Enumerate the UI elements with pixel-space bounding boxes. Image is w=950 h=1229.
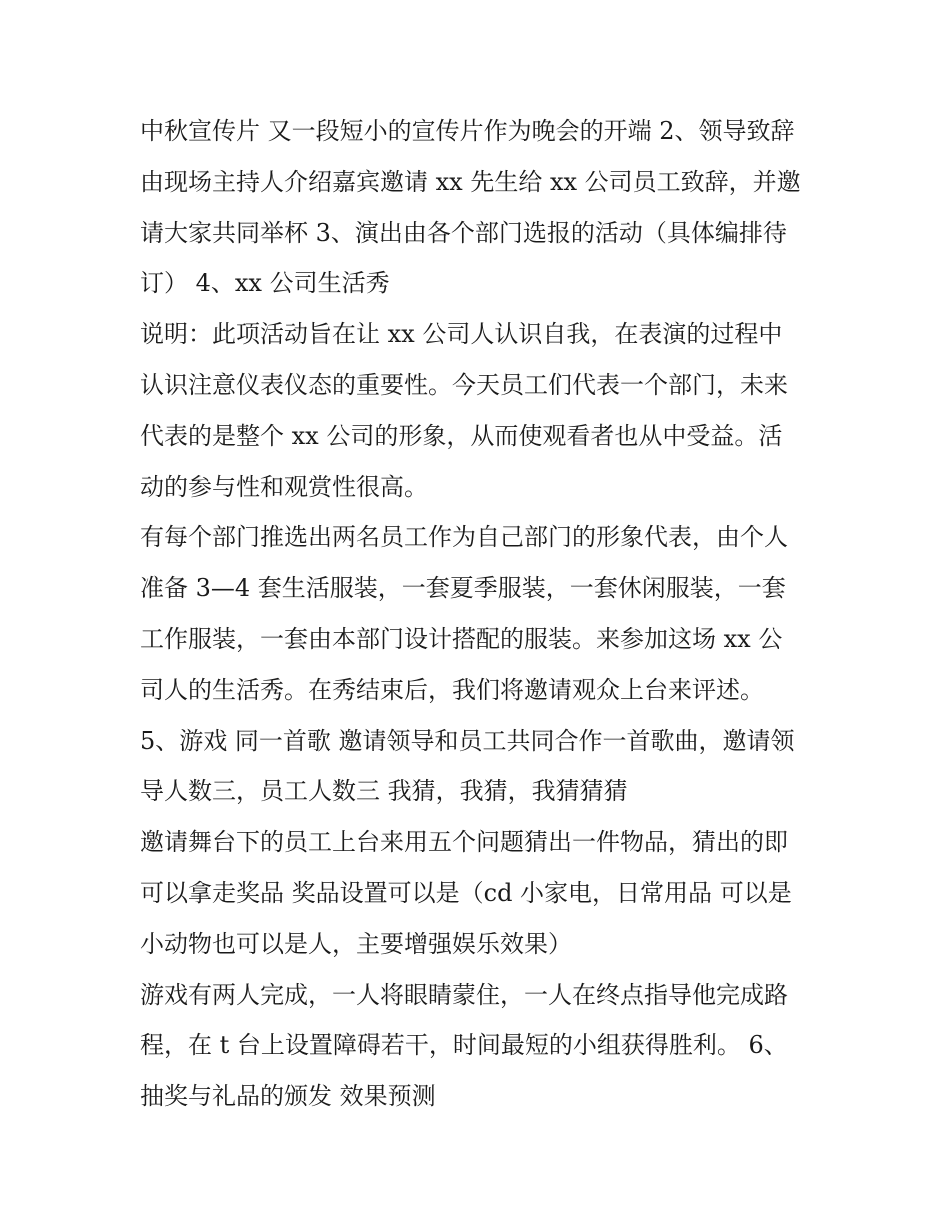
text-line: 小动物也可以是人，主要增强娱乐效果） [140,929,572,958]
text-line: 代表的是整个 xx 公司的形象，从而使观看者也从中受益。活 [140,421,783,450]
text-line: 动的参与性和观赏性很高。 [140,472,428,501]
text-line: 可以拿走奖品 奖品设置可以是（cd 小家电，日常用品 可以是 [140,878,792,907]
text-line: 有每个部门推选出两名员工作为自己部门的形象代表，由个人 [140,523,788,552]
text-line: 工作服装，一套由本部门设计搭配的服装。来参加这场 xx 公 [140,624,783,653]
text-line: 由现场主持人介绍嘉宾邀请 xx 先生给 xx 公司员工致辞，并邀 [140,167,801,196]
text-line: 中秋宣传片 又一段短小的宣传片作为晚会的开端 2、领导致辞 [140,117,795,145]
text-line: 导人数三，员工人数三 我猜，我猜，我猜猜猜 [140,777,628,806]
document-body [140,106,830,1122]
paragraph-obstacle-game [140,970,830,1122]
text-line: 5、游戏 同一首歌 邀请领导和员工共同合作一首歌曲，邀请领 [140,726,795,755]
text-line: 程，在 t 台上设置障碍若干，时间最短的小组获得胜利。 6、 [140,1031,788,1060]
text-line: 订） 4、xx 公司生活秀 [140,269,390,298]
text-line: 游戏有两人完成，一人将眼睛蒙住，一人在终点指导他完成路 [140,980,788,1009]
text-line: 准备 3—4 套生活服装，一套夏季服装，一套休闲服装，一套 [140,574,786,603]
text-line: 请大家共同举杯 3、演出由各个部门选报的活动（具体编排待 [140,218,787,247]
text-line: 邀请舞台下的员工上台来用五个问题猜出一件物品，猜出的即 [140,828,788,857]
paragraph-fashion-show [140,512,830,715]
paragraph-games [140,716,830,818]
paragraph-guessing-game [140,817,830,969]
paragraph-explanation [140,309,830,512]
text-line: 认识注意仪表仪态的重要性。今天员工们代表一个部门，未来 [140,370,788,399]
text-line: 抽奖与礼品的颁发 效果预测 [140,1082,436,1111]
text-line: 说明：此项活动旨在让 xx 公司人认识自我，在表演的过程中 [140,320,783,349]
paragraph-program-intro [140,106,830,309]
text-line: 司人的生活秀。在秀结束后，我们将邀请观众上台来评述。 [140,675,764,704]
